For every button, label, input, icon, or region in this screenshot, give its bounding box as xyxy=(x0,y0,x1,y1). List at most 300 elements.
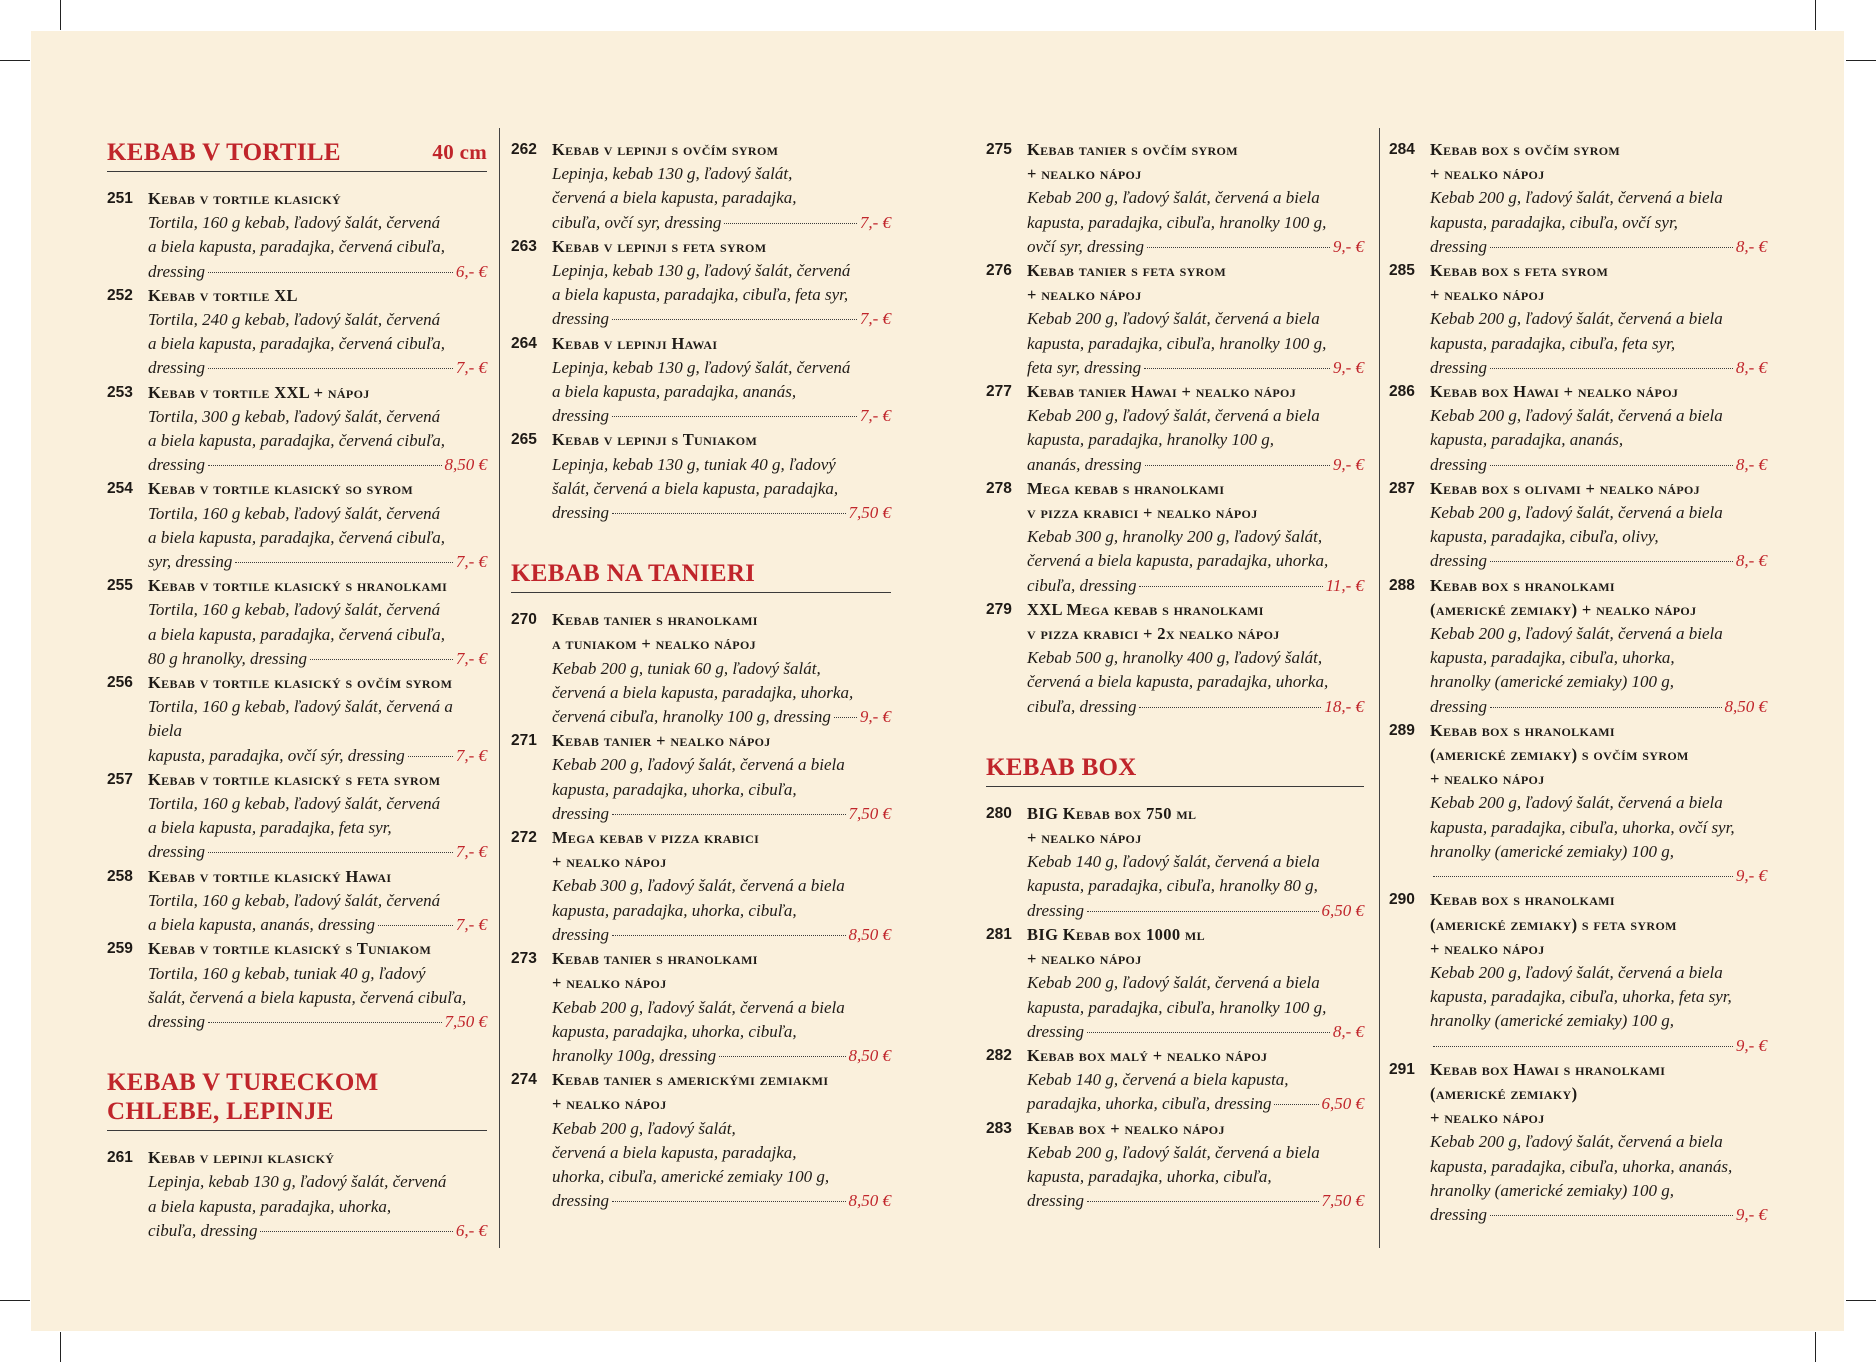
item-name: Kebab box s hranolkami (americké zemiaky) + nealko nápoj xyxy=(1430,575,1697,619)
description-line-last: dressing xyxy=(552,503,609,523)
description-line: a biela kapusta, paradajka, feta syr, xyxy=(148,818,392,838)
description-line-last: dressing xyxy=(148,1011,205,1031)
item-description xyxy=(552,1117,891,1214)
price-line xyxy=(552,705,891,729)
crop-mark xyxy=(1815,0,1816,30)
item-number: 265 xyxy=(511,431,537,449)
dot-leader xyxy=(612,1201,846,1202)
item-number: 287 xyxy=(1389,479,1415,497)
menu-item xyxy=(986,1117,1364,1214)
description-line-last: dressing xyxy=(552,924,609,944)
menu-item xyxy=(986,802,1364,923)
dot-leader xyxy=(310,659,453,660)
menu-item xyxy=(107,284,487,381)
item-name: Kebab v lepinji s ovčím syrom xyxy=(552,140,779,159)
item-name: BIG Kebab box 750 ml + nealko nápoj xyxy=(1027,803,1197,848)
item-price: 8,50 € xyxy=(1724,696,1767,716)
crop-mark xyxy=(1846,60,1876,61)
item-name: Kebab v tortile klasický s feta syrom xyxy=(148,769,441,789)
description-line: a biela kapusta, paradajka, červená cibuľa, xyxy=(148,237,446,257)
description-line: Kebab 200 g, ľadový šalát, červená a biela xyxy=(1430,188,1723,208)
menu-column-3 xyxy=(986,138,1364,1213)
crop-mark xyxy=(1846,1300,1876,1301)
crop-mark xyxy=(0,60,30,61)
crop-mark xyxy=(60,1332,61,1362)
section-gap xyxy=(986,719,1364,753)
description-line-last: cibuľa, dressing xyxy=(148,1220,258,1240)
menu-item xyxy=(511,138,891,235)
item-name: Kebab box s olivami + nealko nápoj xyxy=(1430,478,1701,498)
item-description xyxy=(1430,307,1767,380)
menu-item xyxy=(511,332,891,429)
item-price: 8,- € xyxy=(1735,357,1767,377)
price-line xyxy=(148,913,487,937)
item-number: 276 xyxy=(986,262,1012,280)
menu-item xyxy=(1389,259,1767,380)
item-price: 7,50 € xyxy=(848,803,891,823)
menu-item xyxy=(511,1068,891,1213)
item-number: 254 xyxy=(107,480,133,498)
menu-item xyxy=(986,923,1364,1044)
price-line xyxy=(1430,356,1767,380)
menu-item xyxy=(107,937,487,1034)
item-name: Kebab v lepinji Hawai xyxy=(552,333,718,353)
item-number: 282 xyxy=(986,1046,1012,1064)
description-line: kapusta, paradajka, uhorka, cibuľa, xyxy=(552,1021,797,1041)
description-line: kapusta, paradajka, cibuľa, ovčí syr, xyxy=(1430,212,1678,232)
description-line: Kebab 500 g, hranolky 400 g, ľadový šalát, xyxy=(1027,648,1323,668)
dot-leader xyxy=(378,925,453,926)
item-number: 252 xyxy=(107,286,133,304)
item-price: 8,50 € xyxy=(848,1191,891,1211)
price-line xyxy=(552,923,891,947)
item-number: 258 xyxy=(107,867,133,885)
item-number: 251 xyxy=(107,190,133,207)
price-line xyxy=(148,1010,487,1034)
item-name: Kebab tanier s feta syrom + nealko nápoj xyxy=(1027,261,1227,305)
item-number: 277 xyxy=(986,383,1012,401)
description-line: a biela kapusta, paradajka, ananás, xyxy=(552,382,797,402)
price-line xyxy=(1430,864,1767,888)
description-line-last: hranolky 100g, dressing xyxy=(552,1045,717,1065)
item-name: Kebab tanier + nealko nápoj xyxy=(552,731,771,751)
dot-leader xyxy=(1139,586,1322,587)
item-price: 6,50 € xyxy=(1321,900,1364,920)
description-line-last: dressing xyxy=(148,842,205,862)
item-description xyxy=(1027,1141,1364,1214)
description-line-last: cibuľa, dressing xyxy=(1027,696,1137,716)
item-name: BIG Kebab box 1000 ml + nealko nápoj xyxy=(1027,924,1205,969)
item-price: 8,- € xyxy=(1332,1021,1364,1041)
menu-item xyxy=(107,768,487,865)
item-name: Kebab v tortile klasický Hawai xyxy=(148,866,392,886)
description-line-last: dressing xyxy=(552,803,609,823)
description-line: kapusta, paradajka, cibuľa, uhorka, ananás, xyxy=(1430,1156,1733,1176)
menu-item xyxy=(1389,574,1767,719)
item-name: Kebab v tortile klasický s Tuniakom xyxy=(148,939,432,959)
section-heading xyxy=(107,138,487,172)
section-gap xyxy=(511,525,891,559)
item-price: 7,- € xyxy=(455,915,487,935)
menu-item xyxy=(986,1044,1364,1117)
menu-item xyxy=(1389,477,1767,574)
section-heading xyxy=(511,559,891,593)
item-name: XXL Mega kebab s hranolkami v pizza krabici + 2x nealko nápoj xyxy=(1027,599,1280,644)
description-line: hranolky (americké zemiaky) 100 g, xyxy=(1430,841,1675,861)
item-description xyxy=(1430,501,1767,574)
item-description xyxy=(148,889,487,937)
description-line: Lepinja, kebab 130 g, tuniak 40 g, ľadový xyxy=(552,454,836,474)
dot-leader xyxy=(1490,1215,1733,1216)
item-price: 7,50 € xyxy=(444,1011,487,1031)
description-line: Tortila, 160 g kebab, tuniak 40 g, ľadový xyxy=(148,963,426,983)
item-number: 273 xyxy=(511,950,537,968)
item-price: 6,50 € xyxy=(1321,1094,1364,1114)
item-name: Kebab v tortile XXL + nápoj xyxy=(148,382,370,402)
item-price: 9,- € xyxy=(1332,454,1364,474)
item-description xyxy=(552,162,891,235)
description-line: uhorka, cibuľa, americké zemiaky 100 g, xyxy=(552,1166,830,1186)
dot-leader xyxy=(208,272,453,273)
menu-item xyxy=(1389,138,1767,259)
description-line: hranolky (americké zemiaky) 100 g, xyxy=(1430,672,1675,692)
price-line xyxy=(1027,235,1364,259)
price-line xyxy=(148,453,487,477)
item-number: 253 xyxy=(107,383,133,401)
item-price: 7,- € xyxy=(455,648,487,668)
menu-item xyxy=(986,138,1364,259)
description-line: kapusta, paradajka, cibuľa, hranolky 100 g, xyxy=(1027,333,1327,353)
description-line: Tortila, 160 g kebab, ľadový šalát, červená xyxy=(148,213,441,233)
item-description xyxy=(148,598,487,671)
menu-column-2 xyxy=(511,138,891,1213)
price-line xyxy=(1430,453,1767,477)
item-description xyxy=(552,996,891,1069)
description-line-last: dressing xyxy=(1027,900,1084,920)
section-size: 40 cm xyxy=(432,140,487,164)
price-line xyxy=(552,307,891,331)
item-name: Kebab tanier s americkými zemiakmi + nealko nápoj xyxy=(552,1070,829,1114)
price-line xyxy=(1027,695,1364,719)
dot-leader xyxy=(1433,876,1733,877)
description-line: a biela kapusta, paradajka, červená cibuľa, xyxy=(148,431,446,451)
item-number: 288 xyxy=(1389,576,1415,594)
item-price: 7,50 € xyxy=(848,503,891,523)
crop-mark xyxy=(0,1300,30,1301)
item-price: 7,- € xyxy=(455,745,487,765)
item-description xyxy=(1027,971,1364,1044)
menu-item xyxy=(1389,1058,1767,1227)
menu-column-1 xyxy=(107,138,487,1243)
section-gap xyxy=(107,1034,487,1068)
menu-item xyxy=(511,428,891,525)
item-number: 279 xyxy=(986,600,1012,618)
description-line: a biela kapusta, paradajka, červená cibuľa, xyxy=(148,624,446,644)
description-line-last: cibuľa, dressing xyxy=(1027,575,1137,595)
description-line: a biela kapusta, paradajka, cibuľa, feta syr, xyxy=(552,285,849,305)
price-line xyxy=(552,404,891,428)
price-line xyxy=(1027,1020,1364,1044)
description-line-last: červená cibuľa, hranolky 100 g, dressing xyxy=(552,707,831,727)
dot-leader xyxy=(1087,1032,1330,1033)
price-line xyxy=(1430,235,1767,259)
description-line-last: dressing xyxy=(1430,236,1487,256)
item-number: 259 xyxy=(107,940,133,958)
menu-item xyxy=(986,380,1364,477)
price-line xyxy=(1430,1034,1767,1058)
description-line: kapusta, paradajka, uhorka, cibuľa, xyxy=(552,900,797,920)
description-line: šalát, červená a biela kapusta, paradajka, xyxy=(552,478,839,498)
item-price: 8,50 € xyxy=(848,1045,891,1065)
price-line xyxy=(552,211,891,235)
description-line: šalát, červená a biela kapusta, červená cibuľa, xyxy=(148,987,467,1007)
description-line: Kebab 200 g, ľadový šalát, červená a biela xyxy=(1027,309,1320,329)
item-description xyxy=(1430,1130,1767,1227)
description-line-last: dressing xyxy=(552,309,609,329)
description-line: kapusta, paradajka, uhorka, cibuľa, xyxy=(1027,1166,1272,1186)
menu-item xyxy=(986,477,1364,598)
item-number: 257 xyxy=(107,770,133,788)
description-line-last: dressing xyxy=(148,261,205,281)
item-description xyxy=(148,308,487,381)
item-description xyxy=(1430,622,1767,719)
description-line-last: dressing xyxy=(1430,696,1487,716)
item-name: Kebab box + nealko nápoj xyxy=(1027,1118,1225,1138)
price-line xyxy=(148,356,487,380)
description-line-last: dressing xyxy=(148,455,205,475)
dot-leader xyxy=(208,1022,442,1023)
description-line-last: dressing xyxy=(1027,1191,1084,1211)
dot-leader xyxy=(208,368,453,369)
menu-item xyxy=(511,947,891,1068)
description-line: a biela kapusta, paradajka, uhorka, xyxy=(148,1196,392,1216)
dot-leader xyxy=(612,814,846,815)
description-line-last: dressing xyxy=(552,406,609,426)
description-line: a biela kapusta, paradajka, červená cibuľa, xyxy=(148,334,446,354)
item-price: 7,- € xyxy=(859,309,891,329)
price-line xyxy=(1027,453,1364,477)
item-price: 9,- € xyxy=(1735,1204,1767,1224)
description-line-last: dressing xyxy=(1430,551,1487,571)
item-name: Kebab box s ovčím syrom + nealko nápoj xyxy=(1430,140,1621,184)
description-line-last: dressing xyxy=(1027,1021,1084,1041)
description-line: hranolky (americké zemiaky) 100 g, xyxy=(1430,1011,1675,1031)
item-name: Kebab tanier s hranolkami a tuniakom + nealko nápoj xyxy=(552,610,758,654)
item-description xyxy=(148,502,487,575)
menu-item xyxy=(107,187,487,284)
description-line: kapusta, paradajka, cibuľa, olivy, xyxy=(1430,527,1659,547)
item-number: 263 xyxy=(511,237,537,255)
description-line: Kebab 200 g, ľadový šalát, červená a biela xyxy=(1027,406,1320,426)
price-line xyxy=(1027,356,1364,380)
description-line: červená a biela kapusta, paradajka, xyxy=(552,188,797,208)
item-number: 286 xyxy=(1389,383,1415,401)
item-description xyxy=(148,1170,487,1243)
description-line: Tortila, 160 g kebab, ľadový šalát, červená xyxy=(148,794,441,814)
item-number: 278 xyxy=(986,479,1012,497)
description-line: Kebab 200 g, ľadový šalát, červená a biela xyxy=(1430,1132,1723,1152)
section-title: KEBAB BOX xyxy=(986,753,1137,781)
dot-leader xyxy=(408,756,453,757)
item-name: Mega kebab s hranolkami v pizza krabici + nealko nápoj xyxy=(1027,478,1258,523)
menu-item xyxy=(511,729,891,826)
item-name: Kebab box s hranolkami (americké zemiaky) s feta syrom + nealko nápoj xyxy=(1430,890,1677,958)
item-name: Kebab v tortile klasický s hranolkami xyxy=(148,576,448,596)
description-line: Kebab 200 g, ľadový šalát, červená a biela xyxy=(1430,962,1723,982)
item-description xyxy=(148,695,487,768)
description-line-last: syr, dressing xyxy=(148,552,233,572)
menu-item xyxy=(511,608,891,729)
item-description xyxy=(1027,646,1364,719)
item-name: Kebab v tortile klasický so syrom xyxy=(148,479,414,499)
description-line: kapusta, paradajka, cibuľa, hranolky 100 g, xyxy=(1027,212,1327,232)
description-line: Lepinja, kebab 130 g, ľadový šalát, červená xyxy=(552,261,851,281)
item-number: 289 xyxy=(1389,721,1415,739)
item-number: 261 xyxy=(107,1149,133,1167)
item-price: 8,- € xyxy=(1735,236,1767,256)
dot-leader xyxy=(724,223,856,224)
item-number: 283 xyxy=(986,1119,1012,1137)
dot-leader xyxy=(208,852,453,853)
item-description xyxy=(148,962,487,1035)
menu-item xyxy=(511,826,891,947)
dot-leader xyxy=(612,513,846,514)
dot-leader xyxy=(1139,707,1321,708)
description-line: červená a biela kapusta, paradajka, uhorka, xyxy=(1027,672,1329,692)
item-number: 272 xyxy=(511,829,537,847)
description-line: Kebab 200 g, ľadový šalát, červená a biela xyxy=(1430,309,1723,329)
description-line: Kebab 200 g, ľadový šalát, xyxy=(552,1118,736,1138)
price-line xyxy=(148,260,487,284)
menu-item xyxy=(107,477,487,574)
item-price: 6,- € xyxy=(455,1220,487,1240)
item-price: 9,- € xyxy=(1735,1035,1767,1055)
description-line-last: a biela kapusta, ananás, dressing xyxy=(148,915,375,935)
description-line: Tortila, 160 g kebab, ľadový šalát, červená a biela xyxy=(148,697,453,741)
item-description xyxy=(1430,961,1767,1058)
price-line xyxy=(148,744,487,768)
item-description xyxy=(552,874,891,947)
item-description xyxy=(552,657,891,730)
dot-leader xyxy=(834,717,857,718)
item-name: Kebab v lepinji s feta syrom xyxy=(552,236,767,256)
dot-leader xyxy=(1087,911,1319,912)
dot-leader xyxy=(1490,368,1733,369)
description-line: červená a biela kapusta, paradajka, xyxy=(552,1142,797,1162)
description-line: Kebab 300 g, ľadový šalát, červená a biela xyxy=(552,876,845,896)
menu-column-4 xyxy=(1389,138,1767,1227)
item-description xyxy=(148,792,487,865)
item-price: 7,- € xyxy=(455,358,487,378)
description-line: Kebab 200 g, ľadový šalát, červená a biela xyxy=(1027,188,1320,208)
item-name: Kebab box s hranolkami (americké zemiaky) s ovčím syrom + nealko nápoj xyxy=(1430,720,1689,789)
menu-item xyxy=(1389,380,1767,477)
section-title: KEBAB V TORTILE xyxy=(107,139,341,166)
price-line xyxy=(552,802,891,826)
item-description xyxy=(148,405,487,478)
item-price: 18,- € xyxy=(1324,696,1364,716)
description-line: Lepinja, kebab 130 g, ľadový šalát, červená xyxy=(148,1172,447,1192)
description-line: kapusta, paradajka, cibuľa, hranolky 80 g, xyxy=(1027,876,1318,896)
price-line xyxy=(1430,549,1767,573)
item-description xyxy=(1027,525,1364,598)
description-line-last: ovčí syr, dressing xyxy=(1027,236,1144,256)
description-line-last: feta syr, dressing xyxy=(1027,357,1142,377)
item-number: 262 xyxy=(511,141,537,158)
description-line-last: ananás, dressing xyxy=(1027,454,1142,474)
item-number: 275 xyxy=(986,141,1012,158)
item-name: Kebab tanier s hranolkami + nealko nápoj xyxy=(552,949,758,993)
description-line: kapusta, paradajka, cibuľa, uhorka, feta syr, xyxy=(1430,987,1732,1007)
item-price: 11,- € xyxy=(1325,575,1364,595)
dot-leader xyxy=(612,935,846,936)
item-description xyxy=(1430,404,1767,477)
item-price: 9,- € xyxy=(1735,866,1767,886)
dot-leader xyxy=(1145,465,1330,466)
description-line: Kebab 140 g, ľadový šalát, červená a biela xyxy=(1027,852,1320,872)
description-line: hranolky (americké zemiaky) 100 g, xyxy=(1430,1180,1675,1200)
description-line: Kebab 200 g, ľadový šalát, červená a biela xyxy=(1430,793,1723,813)
dot-leader xyxy=(260,1231,452,1232)
item-description xyxy=(148,211,487,284)
item-number: 271 xyxy=(511,732,537,750)
dot-leader xyxy=(1144,368,1330,369)
description-line-last: dressing xyxy=(148,358,205,378)
item-number: 270 xyxy=(511,611,537,629)
dot-leader xyxy=(1274,1104,1318,1105)
item-name: Kebab box Hawai + nealko nápoj xyxy=(1430,382,1679,402)
price-line xyxy=(1027,899,1364,923)
item-description xyxy=(1430,186,1767,259)
section-heading xyxy=(986,753,1364,787)
description-line-last: dressing xyxy=(1430,357,1487,377)
price-line xyxy=(1027,1189,1364,1213)
description-line: Kebab 200 g, ľadový šalát, červená a biela xyxy=(552,755,845,775)
menu-item xyxy=(107,671,487,768)
price-line xyxy=(148,647,487,671)
item-description xyxy=(1027,307,1364,380)
item-description xyxy=(552,356,891,429)
item-number: 280 xyxy=(986,804,1012,822)
dot-leader xyxy=(1490,465,1733,466)
menu-item xyxy=(1389,719,1767,888)
price-line xyxy=(148,1219,487,1243)
price-line xyxy=(148,550,487,574)
dot-leader xyxy=(612,416,857,417)
description-line: Kebab 200 g, ľadový šalát, červená a biela xyxy=(1430,406,1723,426)
dot-leader xyxy=(1490,707,1722,708)
description-line: Tortila, 160 g kebab, ľadový šalát, červená xyxy=(148,600,441,620)
item-price: 9,- € xyxy=(859,707,891,727)
item-name: Kebab tanier Hawai + nealko nápoj xyxy=(1027,382,1297,402)
description-line: Tortila, 160 g kebab, ľadový šalát, červená xyxy=(148,503,441,523)
item-number: 290 xyxy=(1389,891,1415,909)
description-line: kapusta, paradajka, cibuľa, uhorka, xyxy=(1430,648,1675,668)
menu-item xyxy=(107,1146,487,1243)
item-price: 8,- € xyxy=(1735,551,1767,571)
price-line xyxy=(148,840,487,864)
menu-item xyxy=(107,381,487,478)
price-line xyxy=(552,501,891,525)
item-description xyxy=(552,453,891,526)
description-line: kapusta, paradajka, cibuľa, hranolky 100 g, xyxy=(1027,997,1327,1017)
item-number: 281 xyxy=(986,925,1012,943)
menu-item xyxy=(986,259,1364,380)
description-line: Lepinja, kebab 130 g, ľadový šalát, červená xyxy=(552,357,851,377)
item-price: 7,50 € xyxy=(1321,1191,1364,1211)
description-line: Kebab 200 g, ľadový šalát, červená a biela xyxy=(1430,624,1723,644)
price-line xyxy=(552,1189,891,1213)
